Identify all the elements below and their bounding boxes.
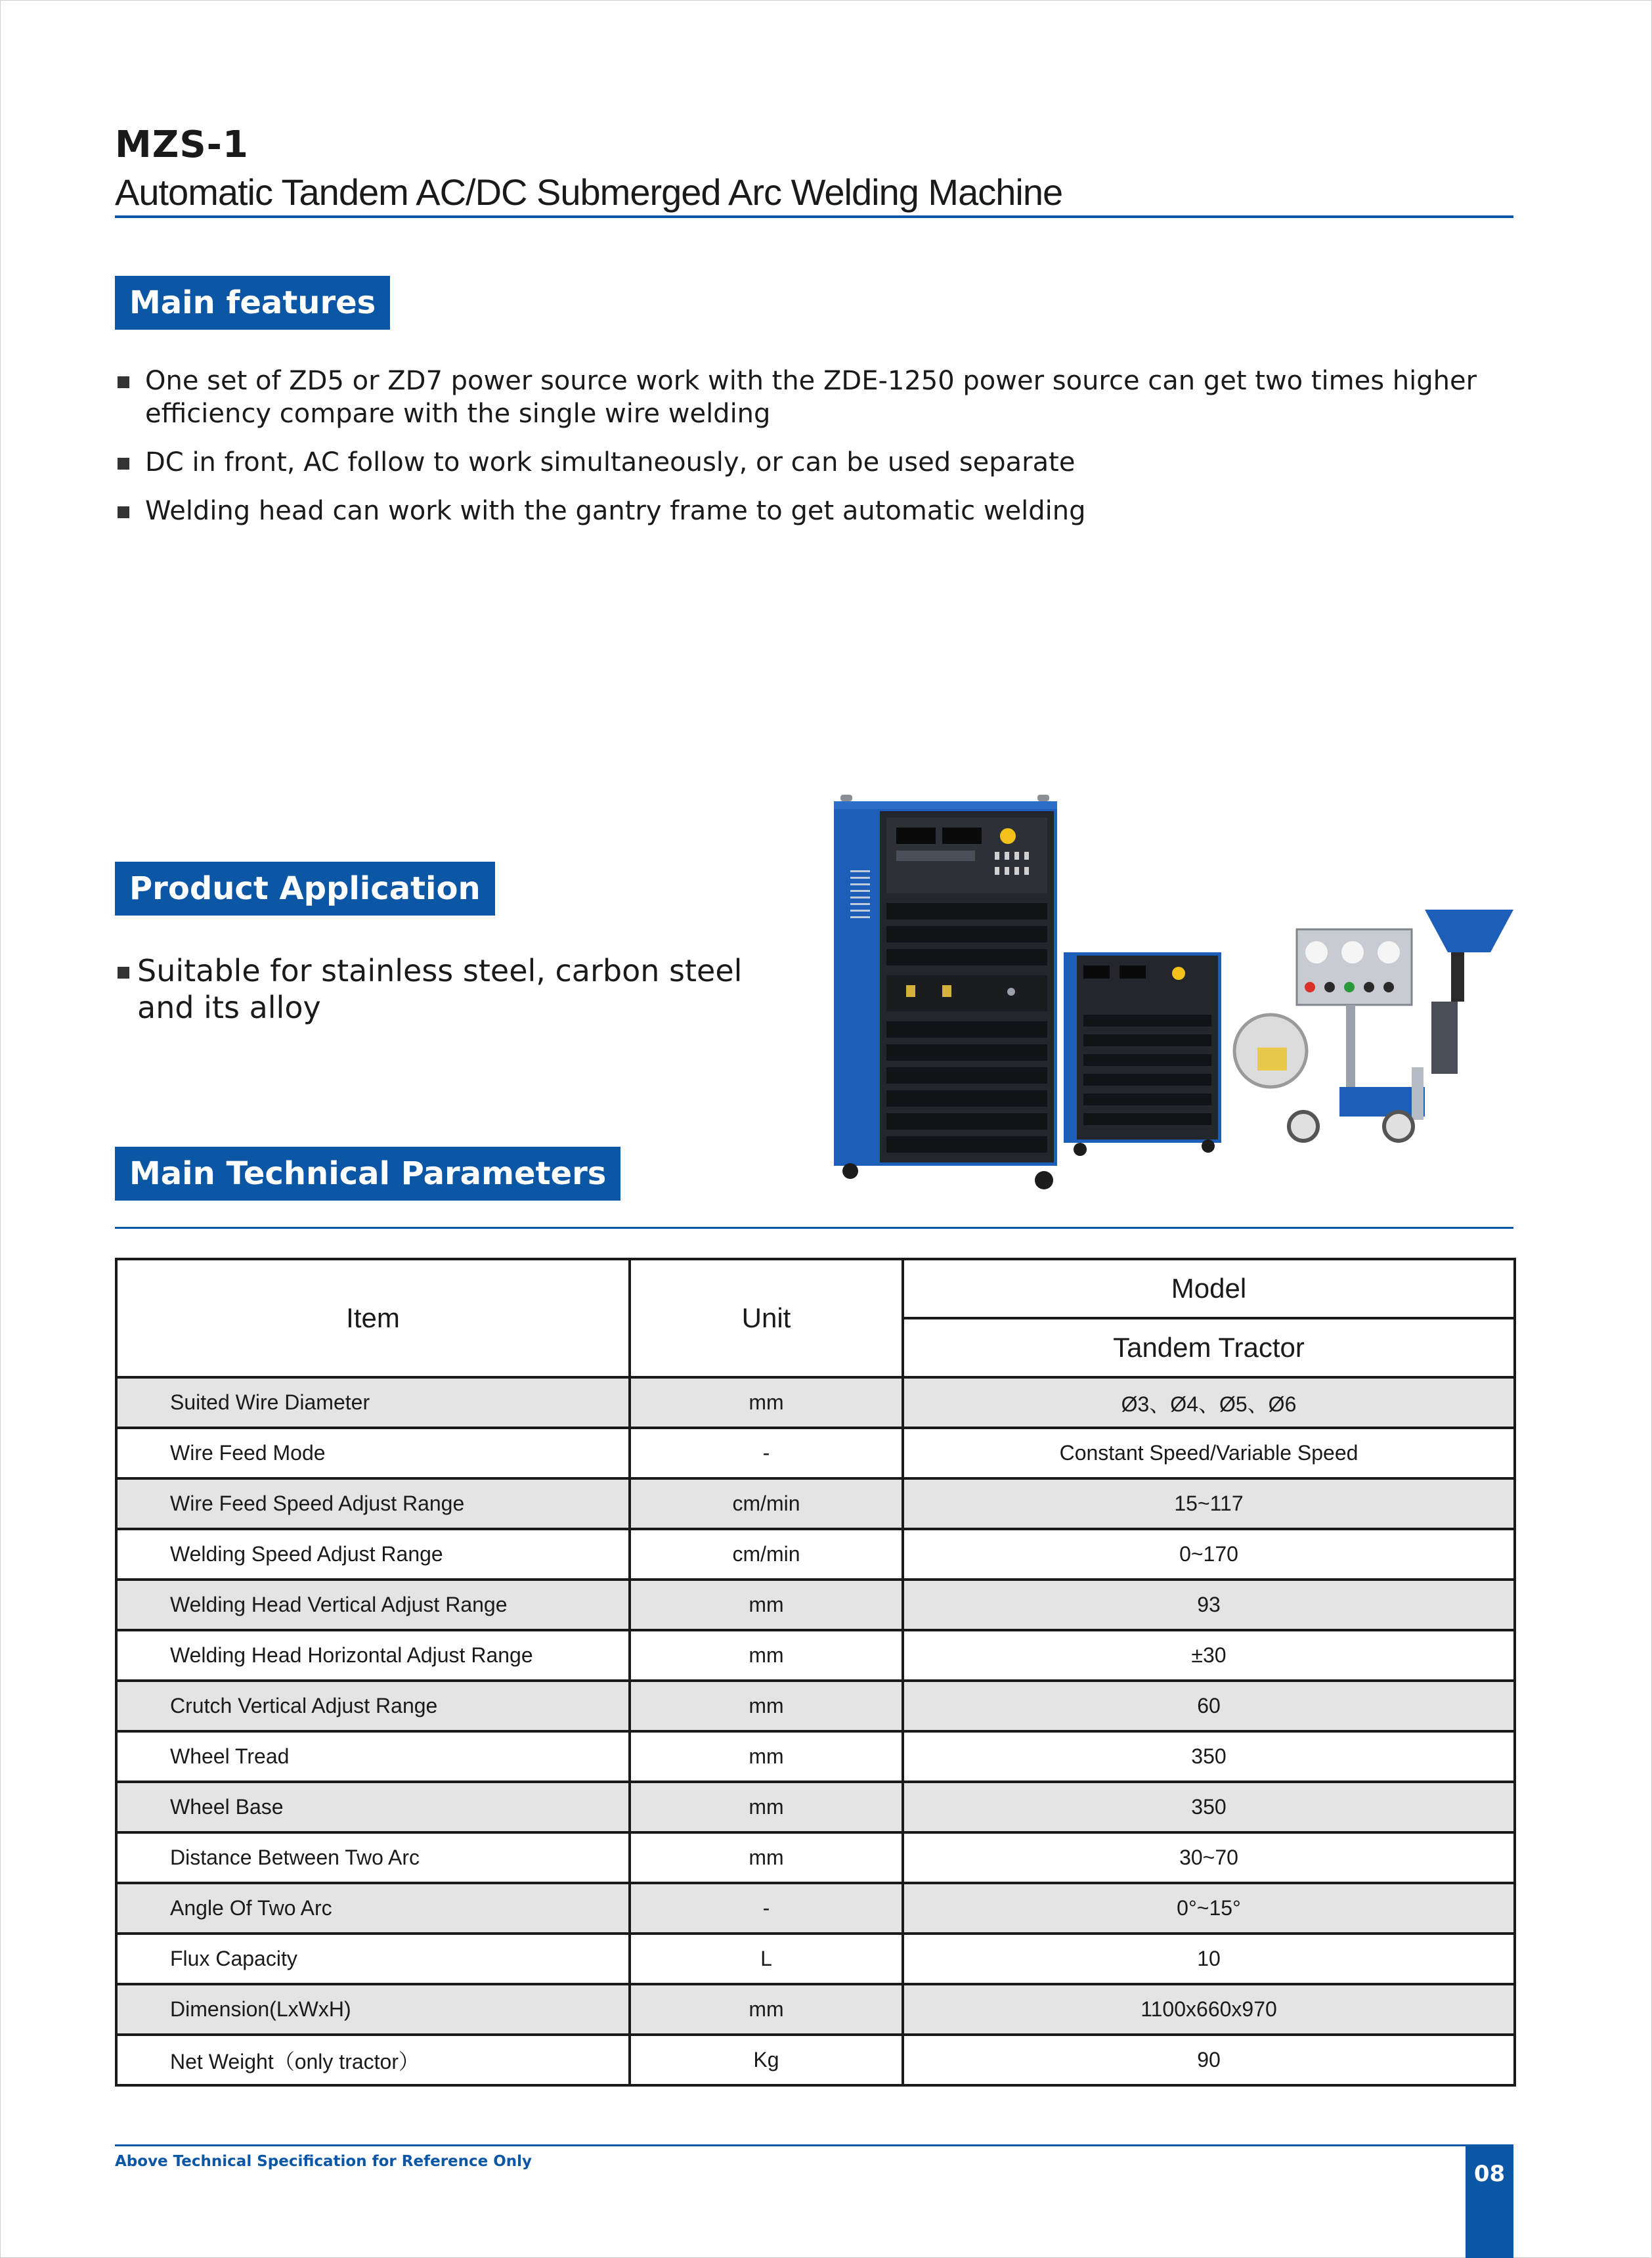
param-value: 350 xyxy=(903,1731,1515,1782)
param-value: 60 xyxy=(903,1681,1515,1731)
param-unit: mm xyxy=(630,1832,903,1883)
table-row xyxy=(116,1478,1515,1529)
param-name: Suited Wire Diameter xyxy=(116,1377,630,1428)
param-unit: mm xyxy=(630,1984,903,2035)
parameters-table xyxy=(115,1258,1516,2087)
table-row xyxy=(116,1832,1515,1883)
param-unit: - xyxy=(630,1883,903,1934)
table-row xyxy=(116,1428,1515,1478)
footer-divider xyxy=(115,2144,1513,2146)
param-name: Dimension(LxWxH) xyxy=(116,1984,630,2035)
param-name: Wire Feed Mode xyxy=(116,1428,630,1478)
header-unit: Unit xyxy=(630,1259,903,1377)
param-unit: mm xyxy=(630,1731,903,1782)
param-value: 93 xyxy=(903,1580,1515,1630)
param-value: Ø3、Ø4、Ø5、Ø6 xyxy=(903,1377,1515,1428)
table-row xyxy=(116,1731,1515,1782)
welding-tractor xyxy=(1234,910,1513,1141)
page-number: 08 xyxy=(1466,2146,1513,2258)
features-heading: Main features xyxy=(115,276,390,330)
feature-item: One set of ZD5 or ZD7 power source work with the ZDE-1250 power source can get two times higher efficiency compare with the single wire welding xyxy=(115,365,1527,430)
param-name: Flux Capacity xyxy=(116,1934,630,1984)
application-heading: Product Application xyxy=(115,862,495,916)
param-unit: L xyxy=(630,1934,903,1984)
table-row xyxy=(116,1984,1515,2035)
param-value: 0~170 xyxy=(903,1529,1515,1580)
param-value: 10 xyxy=(903,1934,1515,1984)
param-name: Welding Head Vertical Adjust Range xyxy=(116,1580,630,1630)
param-name: Crutch Vertical Adjust Range xyxy=(116,1681,630,1731)
param-unit: mm xyxy=(630,1782,903,1832)
param-name: Angle Of Two Arc xyxy=(116,1883,630,1934)
footer-note: Above Technical Specification for Reference Only xyxy=(115,2153,533,2170)
features-list xyxy=(115,365,1527,543)
param-unit: cm/min xyxy=(630,1529,903,1580)
param-unit: mm xyxy=(630,1377,903,1428)
header-model-name: Tandem Tractor xyxy=(903,1318,1515,1377)
title-divider xyxy=(115,215,1513,218)
application-list xyxy=(115,952,745,1026)
table-row xyxy=(116,1377,1515,1428)
header-item: Item xyxy=(116,1259,630,1377)
table-row xyxy=(116,1529,1515,1580)
table-row xyxy=(116,1883,1515,1934)
application-item: Suitable for stainless steel, carbon steel and its alloy xyxy=(115,952,745,1026)
param-unit: mm xyxy=(630,1630,903,1681)
param-value: 0°~15° xyxy=(903,1883,1515,1934)
power-source-unit xyxy=(1064,952,1221,1156)
table-row xyxy=(116,1782,1515,1832)
parameters-heading: Main Technical Parameters xyxy=(115,1147,620,1201)
header-model: Model xyxy=(903,1259,1515,1318)
table-row xyxy=(116,2035,1515,2085)
param-name: Welding Head Horizontal Adjust Range xyxy=(116,1630,630,1681)
param-name: Distance Between Two Arc xyxy=(116,1832,630,1883)
param-value: 15~117 xyxy=(903,1478,1515,1529)
table-row xyxy=(116,1580,1515,1630)
model-code: MZS-1 xyxy=(115,123,249,166)
param-name: Welding Speed Adjust Range xyxy=(116,1529,630,1580)
parameters-divider xyxy=(115,1227,1513,1229)
param-unit: mm xyxy=(630,1681,903,1731)
param-value: ±30 xyxy=(903,1630,1515,1681)
param-unit: Kg xyxy=(630,2035,903,2085)
param-unit: - xyxy=(630,1428,903,1478)
power-source-cabinet xyxy=(834,795,1057,1189)
param-value: 30~70 xyxy=(903,1832,1515,1883)
param-value: Constant Speed/Variable Speed xyxy=(903,1428,1515,1478)
param-value: 1100x660x970 xyxy=(903,1984,1515,2035)
page-title: Automatic Tandem AC/DC Submerged Arc Welding Machine xyxy=(115,171,1063,213)
param-name: Wheel Tread xyxy=(116,1731,630,1782)
param-value: 350 xyxy=(903,1782,1515,1832)
param-name: Wheel Base xyxy=(116,1782,630,1832)
feature-item: DC in front, AC follow to work simultaneously, or can be used separate xyxy=(115,446,1527,479)
param-name: Wire Feed Speed Adjust Range xyxy=(116,1478,630,1529)
table-row xyxy=(116,1681,1515,1731)
welding-machine-image xyxy=(821,778,1523,1192)
param-value: 90 xyxy=(903,2035,1515,2085)
param-name: Net Weight（only tractor） xyxy=(116,2035,630,2085)
table-row xyxy=(116,1934,1515,1984)
param-unit: cm/min xyxy=(630,1478,903,1529)
feature-item: Welding head can work with the gantry frame to get automatic welding xyxy=(115,495,1527,527)
table-row xyxy=(116,1630,1515,1681)
param-unit: mm xyxy=(630,1580,903,1630)
